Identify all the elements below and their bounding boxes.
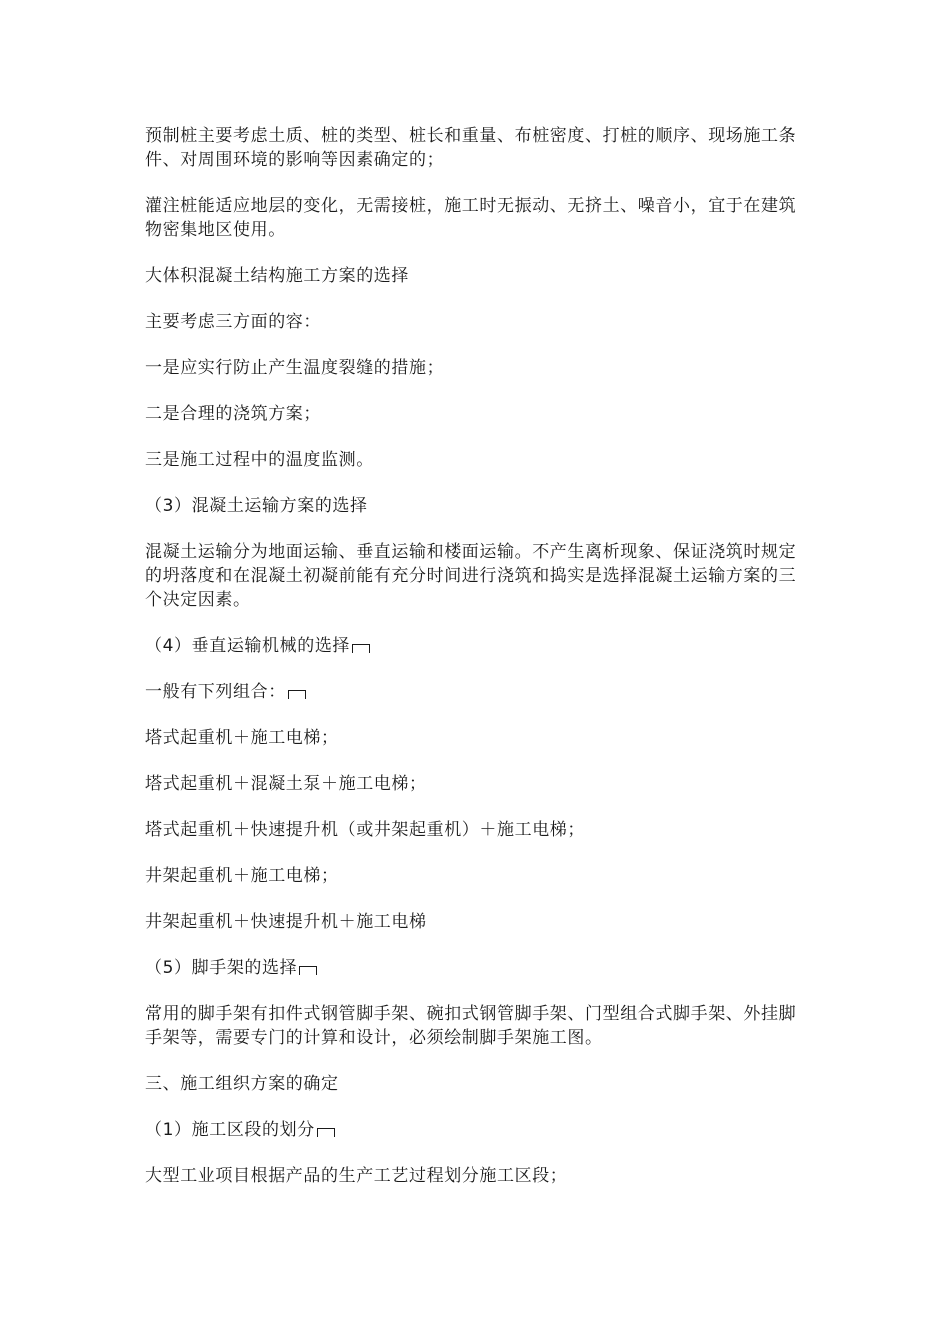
list-item-combo-4: 井架起重机＋施工电梯； bbox=[145, 866, 339, 886]
paragraph-three-aspects: 主要考虑三方面的容： bbox=[145, 312, 321, 332]
heading-concrete-transport: （3）混凝土运输方案的选择 bbox=[145, 496, 368, 516]
heading-vertical-transport-text: （4）垂直运输机械的选择 bbox=[145, 636, 351, 656]
heading-scaffolding bbox=[145, 956, 805, 980]
list-item-pouring-plan: 二是合理的浇筑方案； bbox=[145, 404, 321, 424]
bracket-mark-icon bbox=[288, 690, 306, 699]
heading-mass-concrete: 大体积混凝土结构施工方案的选择 bbox=[145, 266, 409, 286]
list-item-combo-3: 塔式起重机＋快速提升机（或井架起重机）＋施工电梯； bbox=[145, 820, 585, 840]
bracket-mark-icon bbox=[352, 644, 370, 653]
list-item-combo-2: 塔式起重机＋混凝土泵＋施工电梯； bbox=[145, 774, 427, 794]
paragraph-precast-pile: 预制桩主要考虑土质、桩的类型、桩长和重量、布桩密度、打桩的顺序、现场施工条件、对周围环境的影响等因素确定的； bbox=[145, 126, 797, 170]
paragraph-combinations-text: 一般有下列组合： bbox=[145, 682, 286, 702]
paragraph-cast-in-place-pile: 灌注桩能适应地层的变化，无需接桩，施工时无振动、无挤土、噪音小，宜于在建筑物密集地区使用。 bbox=[145, 196, 797, 240]
paragraph-concrete-transport: 混凝土运输分为地面运输、垂直运输和楼面运输。不产生离析现象、保证浇筑时规定的坍落度和在混凝土初凝前能有充分时间进行浇筑和捣实是选择混凝土运输方案的三个决定因素。 bbox=[145, 542, 797, 610]
document-body bbox=[145, 124, 805, 1210]
bracket-mark-icon bbox=[317, 1128, 335, 1137]
list-item-crack-prevention: 一是应实行防止产生温度裂缝的措施； bbox=[145, 358, 445, 378]
paragraph-industrial-projects: 大型工业项目根据产品的生产工艺过程划分施工区段； bbox=[145, 1166, 568, 1186]
heading-scaffolding-text: （5）脚手架的选择 bbox=[145, 958, 298, 978]
list-item-combo-5: 井架起重机＋快速提升机＋施工电梯 bbox=[145, 912, 427, 932]
heading-organization-plan: 三、施工组织方案的确定 bbox=[145, 1074, 339, 1094]
list-item-combo-1: 塔式起重机＋施工电梯； bbox=[145, 728, 339, 748]
heading-vertical-transport bbox=[145, 634, 805, 658]
bracket-mark-icon bbox=[299, 966, 317, 975]
list-item-temperature-monitoring: 三是施工过程中的温度监测。 bbox=[145, 450, 374, 470]
paragraph-scaffolding: 常用的脚手架有扣件式钢管脚手架、碗扣式钢管脚手架、门型组合式脚手架、外挂脚手架等，需要专门的计算和设计，必须绘制脚手架施工图。 bbox=[145, 1004, 797, 1048]
heading-section-division bbox=[145, 1118, 805, 1142]
paragraph-combinations bbox=[145, 680, 805, 704]
heading-section-division-text: （1）施工区段的划分 bbox=[145, 1120, 315, 1140]
